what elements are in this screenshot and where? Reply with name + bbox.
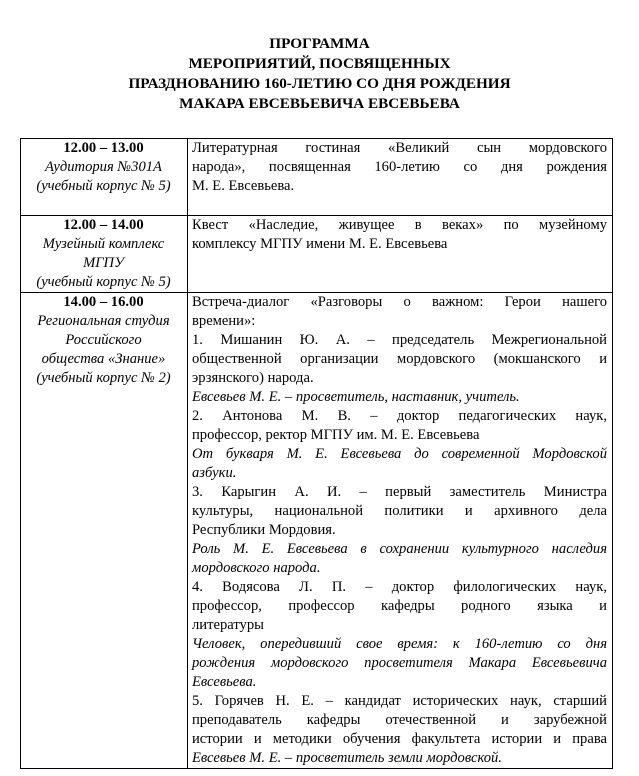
speaker-text: 2. Антонова М. В. – доктор педагогических наук, [192, 408, 607, 424]
time-place-cell [21, 293, 188, 769]
event-description-cell [188, 139, 613, 216]
speaker-topic: рождения мордовского просветителя Макара Евсевьевича [192, 655, 607, 671]
event-time: 14.00 – 16.00 [63, 294, 144, 310]
speaker-text: профессор, профессор кафедры родного языка и [192, 598, 607, 614]
time-place-cell [21, 216, 188, 293]
speaker-text: эрзянского) народа. [192, 370, 314, 386]
event-place: общества «Знание» [41, 351, 166, 367]
speaker-topic: От букваря М. Е. Евсевьева до современной Мордовской [192, 446, 607, 462]
event-place: Российского [65, 332, 142, 348]
speaker-text: 3. Карыгин А. И. – первый заместитель Министра [192, 484, 607, 500]
event-text: Литературная гостиная «Великий сын мордовского [192, 140, 607, 156]
speaker-topic: Евсевьева. [192, 674, 257, 690]
event-time: 12.00 – 13.00 [63, 140, 144, 156]
event-place: Аудитория №301А [45, 159, 162, 175]
event-place: МГПУ [83, 255, 124, 271]
title-line: ПРОГРАММА [269, 35, 370, 52]
event-text: Встреча-диалог «Разговоры о важном: Герои нашего [192, 294, 607, 310]
event-time: 12.00 – 14.00 [63, 217, 144, 233]
event-text: народа», посвященная 160-летию со дня рождения [192, 159, 607, 175]
event-text: Квест «Наследие, живущее в веках» по музейному [192, 217, 607, 233]
document-title [0, 34, 639, 114]
event-text: М. Е. Евсевьева. [192, 178, 295, 194]
speaker-topic: азбуки. [192, 465, 237, 481]
table-row [21, 139, 613, 216]
event-place: (учебный корпус № 5) [36, 274, 171, 290]
event-text: комплексу МГПУ имени М. Е. Евсевьева [192, 236, 448, 252]
speaker-text: Республики Мордовия. [192, 522, 336, 538]
speaker-text: 1. Мишанин Ю. А. – председатель Межрегиональной [192, 332, 607, 348]
title-line: МАКАРА ЕВСЕВЬЕВИЧА ЕВСЕВЬЕВА [179, 95, 460, 112]
speaker-topic: Человек, опередивший свое время: к 160-летию со дня [192, 636, 607, 652]
title-line: МЕРОПРИЯТИЙ, ПОСВЯЩЕННЫХ [188, 55, 451, 72]
speaker-topic: Роль М. Е. Евсевьева в сохранении культурного наследия [192, 541, 607, 557]
blank-line [192, 196, 607, 215]
speaker-text: литературы [192, 617, 264, 633]
speaker-topic: мордовского народа. [192, 560, 321, 576]
speaker-topic: Евсевьев М. Е. – просветитель земли мордовской. [192, 750, 502, 766]
speaker-text: истории и методики обучения факультета истории и права [192, 731, 607, 747]
speaker-text: общественной организации мордовского (мокшанского и [192, 351, 607, 367]
speaker-text: 5. Горячев Н. Е. – кандидат исторических наук, старший [192, 693, 607, 709]
event-text: времени»: [192, 313, 256, 329]
speaker-topic: Евсевьев М. Е. – просветитель, наставник, учитель. [192, 389, 520, 405]
event-description-cell [188, 216, 613, 293]
table-row [21, 216, 613, 293]
event-place: Музейный комплекс [42, 236, 165, 252]
time-place-cell [21, 139, 188, 216]
speaker-text: 4. Водясова Л. П. – доктор филологических наук, [192, 579, 607, 595]
table-row [21, 293, 613, 769]
event-place: Региональная студия [37, 313, 170, 329]
program-table [20, 138, 613, 769]
event-place: (учебный корпус № 2) [36, 370, 171, 386]
speaker-text: профессор, ректор МГПУ им. М. Е. Евсевьева [192, 427, 480, 443]
speaker-text: культуры, национальной политики и архивного дела [192, 503, 607, 519]
title-line: ПРАЗДНОВАНИЮ 160-ЛЕТИЮ СО ДНЯ РОЖДЕНИЯ [128, 75, 511, 92]
event-place: (учебный корпус № 5) [36, 178, 171, 194]
speaker-text: преподаватель кафедры отечественной и зарубежной [192, 712, 607, 728]
event-description-cell [188, 293, 613, 769]
